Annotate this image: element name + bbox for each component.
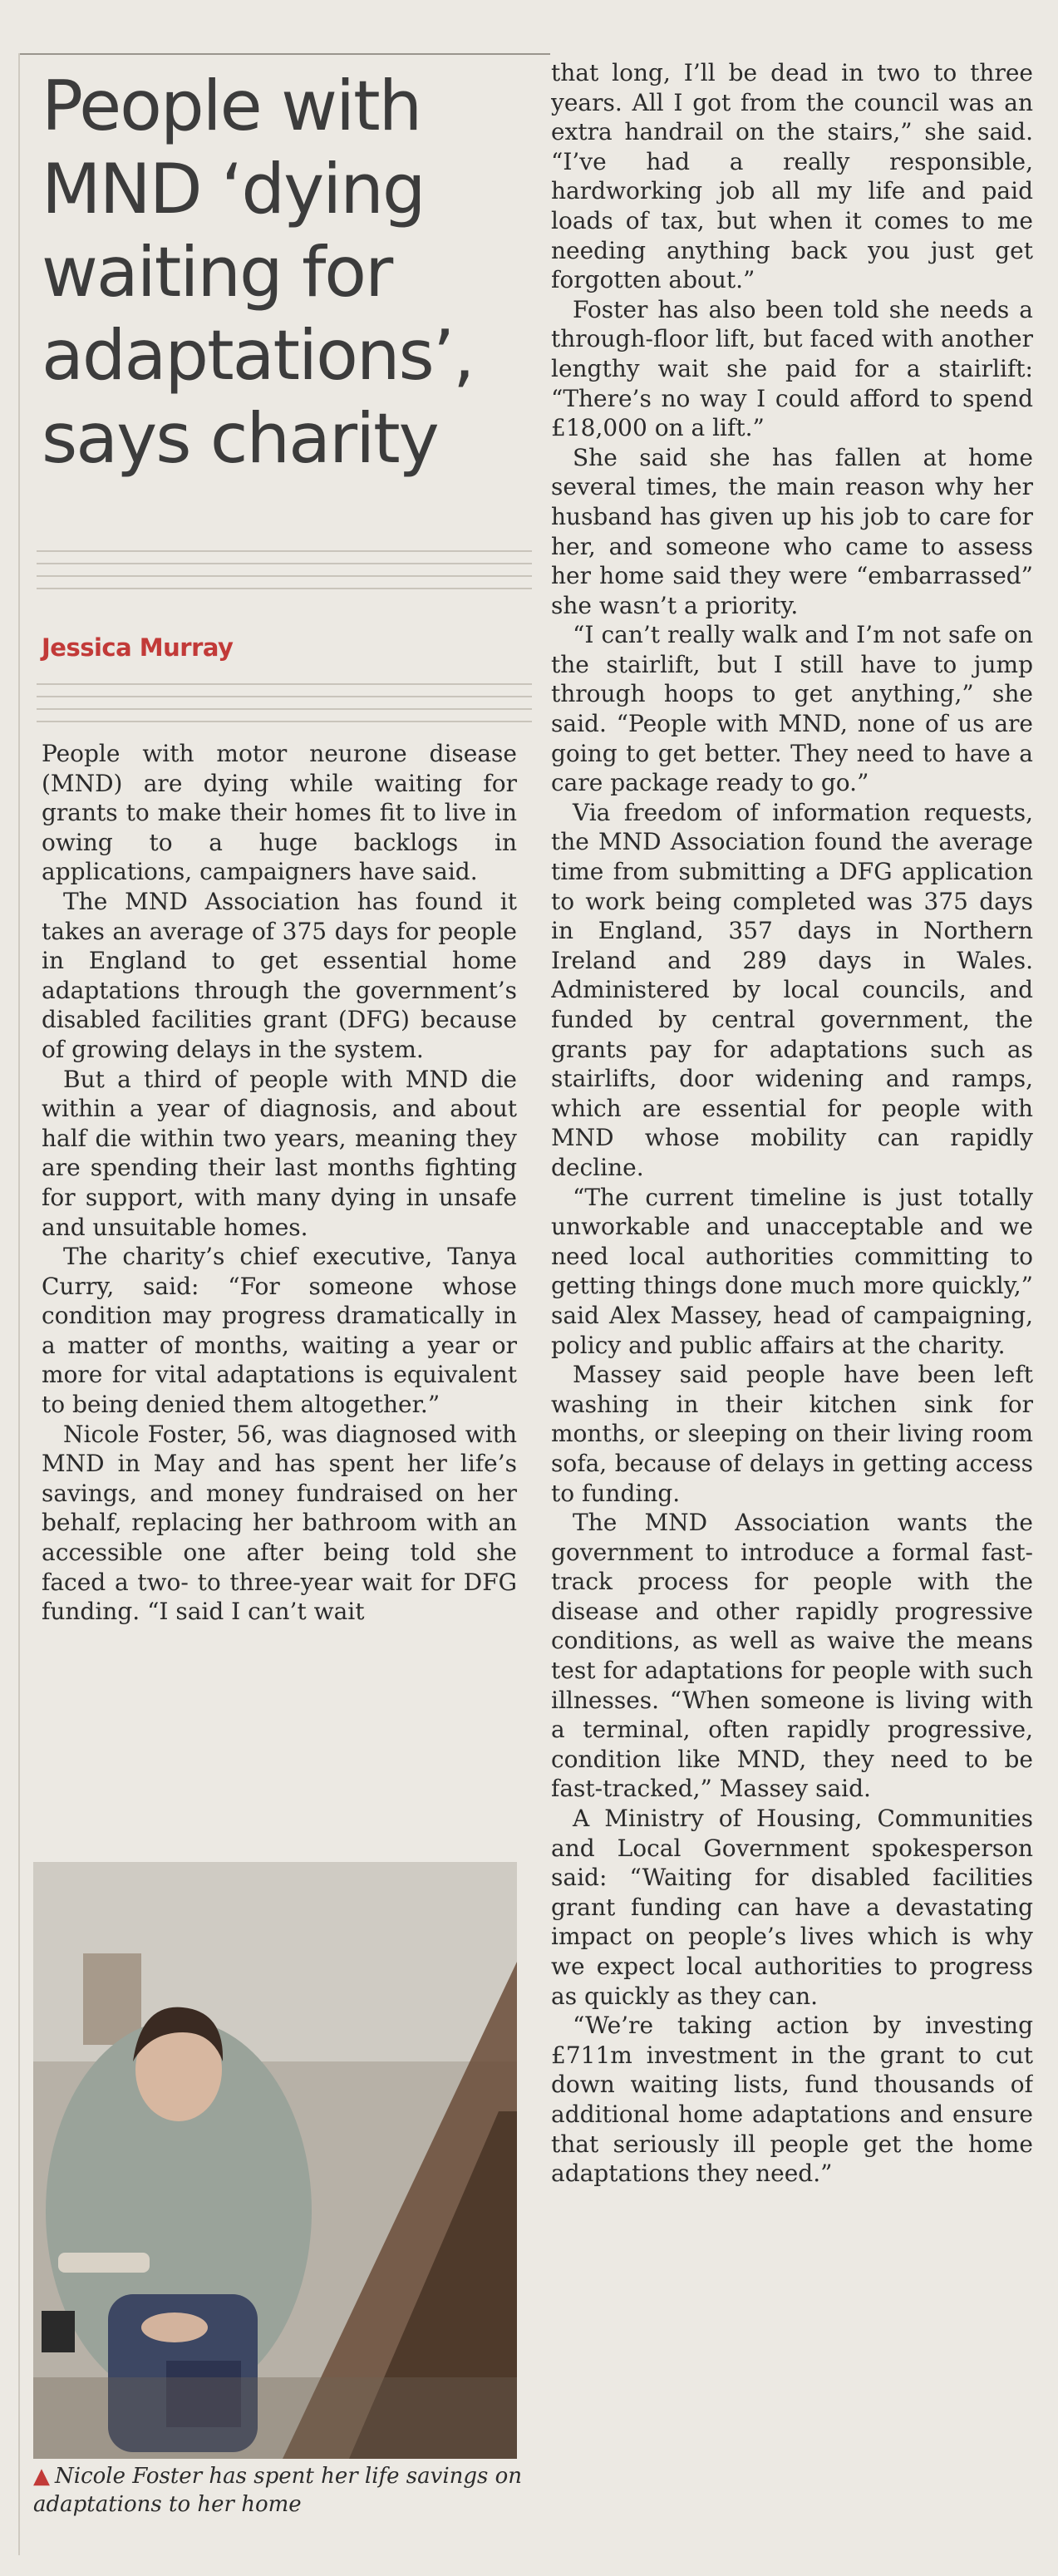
- left-border-rule: [18, 53, 20, 2555]
- paragraph: Massey said people have been left washing in their kitchen sink for months, or sleeping on their living room sofa, because of delays in getting access to funding.: [551, 1361, 1033, 1507]
- paragraph: “The current timeline is just totally unworkable and unacceptable and we need local authorities committing to getting things done much more quickly,” said Alex Massey, head of campaigning, policy and public affairs at the charity.: [551, 1183, 1033, 1359]
- photo-caption: [33, 2462, 532, 2519]
- paragraph: She said she has fallen at home several times, the main reason why her husband has given up his job to care for her, and someone who came to assess her home said they were “embarrassed” she wasn’t a priority.: [551, 443, 1033, 619]
- paragraph: People with motor neurone disease (MND) are dying while waiting for grants to make their homes fit to live in owing to a huge backlogs in applications, campaigners have said.: [42, 740, 517, 886]
- paragraph: The MND Association has found it takes an average of 375 days for people in England to get essential home adaptations through the government’s disabled facilities grant (DFG) because of growing delays in the system.: [42, 887, 517, 1063]
- paragraph: “I can’t really walk and I’m not safe on the stairlift, but I still have to jump through hoops to get anything,” she said. “People with MND, none of us are going to get better. They need to have a care package ready to go.”: [551, 621, 1033, 797]
- paragraph: The charity’s chief executive, Tanya Curry, said: “For someone whose condition may progress dramatically in a matter of months, waiting a year or more for vital adaptations is equivalent to being denied them altogether.”: [42, 1243, 517, 1419]
- byline-divider: [37, 683, 532, 733]
- paragraph: But a third of people with MND die within a year of diagnosis, and about half die within two years, meaning they are spending their last months fighting for support, with many dying in unsafe and unsuitable homes.: [42, 1065, 517, 1241]
- paragraph: “We’re taking action by investing £711m investment in the grant to cut down waiting lists, fund thousands of additional home adaptations and ensure that seriously ill people get the home adaptations they need.”: [551, 2012, 1033, 2188]
- paragraph: Nicole Foster, 56, was diagnosed with MND in May and has spent her life’s savings, and money fundraised on her behalf, replacing her bathroom with an accessible one after being told she faced a two- to three-year wait for DFG funding. “I said I can’t wait: [42, 1420, 517, 1626]
- caption-triangle-icon: ▲: [33, 2464, 50, 2489]
- headline: People with MND ‘dying waiting for adaptations’, says charity: [42, 66, 474, 479]
- body-column-right: [551, 58, 1033, 2544]
- paragraph: Via freedom of information requests, the MND Association found the average time from submitting a DFG application to work being completed was 375 days in England, 357 days in Northern Ireland and 289 days in Wales. Administered by local councils, and funded by central government, the grants pay for adaptations such as stairlifts, door widening and ramps, which are essential for people with MND whose mobility can rapidly decline.: [551, 798, 1033, 1181]
- byline: Jessica Murray: [42, 633, 234, 662]
- article-photo: [33, 1862, 517, 2459]
- photo-illustration: [33, 1862, 517, 2459]
- top-rule: [18, 53, 550, 55]
- paragraph: that long, I’ll be dead in two to three years. All I got from the council was an extra handrail on the stairs,” she said. “I’ve had a really responsible, hardworking job all my life and paid loads of tax, but when it comes to me needing anything back you just get forgotten about.”: [551, 59, 1033, 294]
- caption-text: Nicole Foster has spent her life savings on adaptations to her home: [33, 2464, 523, 2517]
- paragraph: The MND Association wants the government to introduce a formal fast-track process for people with the disease and other rapidly progressive conditions, as well as waive the means test for adaptations for people with such illnesses. “When someone is living with a terminal, often rapidly progressive, condition like MND, they need to be fast-tracked,” Massey said.: [551, 1509, 1033, 1803]
- headline-divider: [37, 550, 532, 600]
- body-column-left: [42, 739, 517, 1845]
- paragraph: Foster has also been told she needs a through-floor lift, but faced with another lengthy wait she paid for a stairlift: “There’s no way I could afford to spend £18,000 on a lift.”: [551, 295, 1033, 442]
- paragraph: A Ministry of Housing, Communities and Local Government spokesperson said: “Waiting for disabled facilities grant funding can have a devastating impact on people’s lives which is why we expect local authorities to progress as quickly as they can.: [551, 1805, 1033, 2010]
